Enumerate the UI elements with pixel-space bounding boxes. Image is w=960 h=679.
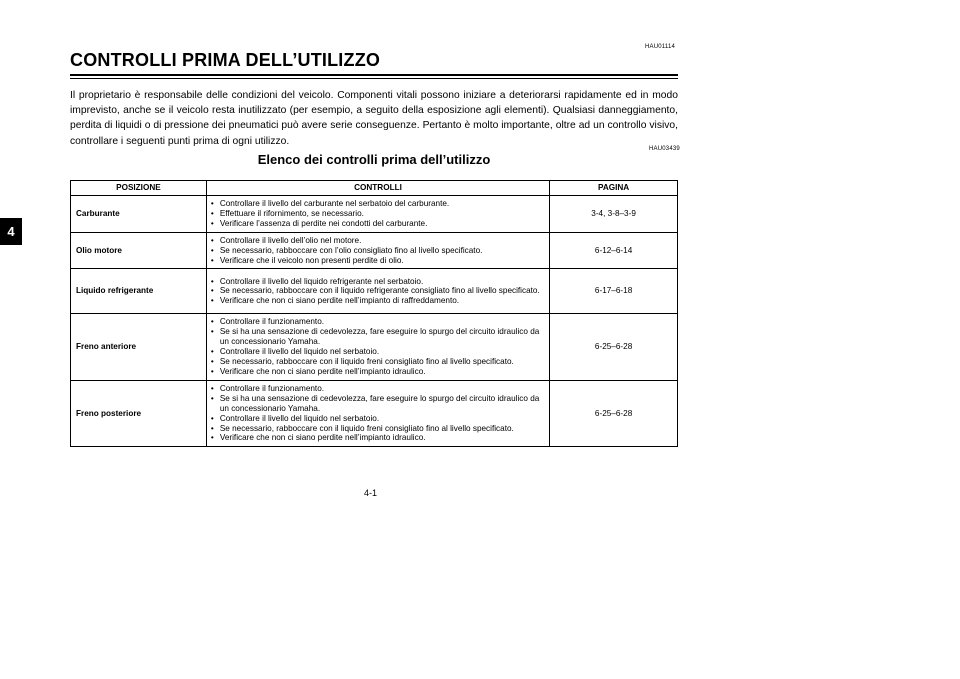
page-cell: 6-25–6-28 xyxy=(550,380,678,446)
table-header-row xyxy=(71,181,678,196)
chapter-tab: 4 xyxy=(0,218,22,245)
checks-cell xyxy=(206,232,549,269)
position-cell: Olio motore xyxy=(71,232,207,269)
header-position: POSIZIONE xyxy=(71,181,207,196)
table-section-code: HAU03439 xyxy=(649,146,680,152)
check-item: • Verificare l’assenza di perdite nei condotti del carburante. xyxy=(211,219,547,229)
checks-cell xyxy=(206,196,549,233)
table-title: Elenco dei controlli prima dell’utilizzo xyxy=(257,152,491,167)
checks-cell xyxy=(206,314,549,380)
page-cell: 6-12–6-14 xyxy=(550,232,678,269)
check-item: • Se necessario, rabboccare con il liquido freni consigliato fino al livello specificato. xyxy=(211,357,547,367)
check-item: • Verificare che non ci siano perdite nell’impianto di raffreddamento. xyxy=(211,296,547,306)
position-cell: Liquido refrigerante xyxy=(71,269,207,314)
check-item: • Effettuare il rifornimento, se necessario. xyxy=(211,209,547,219)
page-title: CONTROLLI PRIMA DELL’UTILIZZO xyxy=(70,50,381,70)
header-page: PAGINA xyxy=(550,181,678,196)
check-item: • Controllare il livello del liquido refrigerante nel serbatoio. xyxy=(211,277,547,287)
check-item: • Controllare il funzionamento. xyxy=(211,317,547,327)
position-cell: Carburante xyxy=(71,196,207,233)
checks-cell xyxy=(206,380,549,446)
check-item: • Se si ha una sensazione di cedevolezza, fare eseguire lo spurgo del circuito idraulico da un concessionario Yamaha. xyxy=(211,327,547,347)
check-item: • Verificare che non ci siano perdite nell’impianto idraulico. xyxy=(211,433,547,443)
title-rule-thin xyxy=(70,78,678,79)
checks-table xyxy=(70,180,678,447)
position-cell: Freno anteriore xyxy=(71,314,207,380)
page-number: 4-1 xyxy=(364,488,378,498)
check-item: • Se si ha una sensazione di cedevolezza, fare eseguire lo spurgo del circuito idraulico da un concessionario Yamaha. xyxy=(211,394,547,414)
table-row xyxy=(71,232,678,269)
table-row xyxy=(71,314,678,380)
check-item: • Se necessario, rabboccare con il liquido refrigerante consigliato fino al livello specificato. xyxy=(211,286,547,296)
check-item: • Controllare il livello del carburante nel serbatoio del carburante. xyxy=(211,199,547,209)
check-item: • Controllare il livello del liquido nel serbatoio. xyxy=(211,347,547,357)
intro-paragraph: Il proprietario è responsabile delle condizioni del veicolo. Componenti vitali possono iniziare a deteriorarsi rapidamente ed in modo imprevisto, anche se il veicolo resta inutilizzato (per esempio, a seguito della esposizione agli elementi). Qualsiasi danneggiamento, perdita di liquidi o di pressione dei pneumatici può avere serie conseguenze. Pertanto è molto importante, oltre ad un controllo visivo, controllare i seguenti punti prima di ogni utilizzo. xyxy=(70,90,678,147)
table-row xyxy=(71,380,678,446)
title-rule-thick xyxy=(70,74,678,76)
page-cell: 6-25–6-28 xyxy=(550,314,678,380)
checks-cell xyxy=(206,269,549,314)
page-cell: 3-4, 3-8–3-9 xyxy=(550,196,678,233)
section-code: HAU01114 xyxy=(645,44,676,50)
page-cell: 6-17–6-18 xyxy=(550,269,678,314)
header-checks: CONTROLLI xyxy=(206,181,549,196)
check-item: • Controllare il livello del liquido nel serbatoio. xyxy=(211,414,547,424)
check-item: • Se necessario, rabboccare con l’olio consigliato fino al livello specificato. xyxy=(211,246,547,256)
check-item: • Verificare che non ci siano perdite nell’impianto idraulico. xyxy=(211,367,547,377)
check-item: • Se necessario, rabboccare con il liquido freni consigliato fino al livello specificato. xyxy=(211,424,547,434)
check-item: • Controllare il funzionamento. xyxy=(211,384,547,394)
position-cell: Freno posteriore xyxy=(71,380,207,446)
check-item: • Controllare il livello dell’olio nel motore. xyxy=(211,236,547,246)
check-item: • Verificare che il veicolo non presenti perdite di olio. xyxy=(211,256,547,266)
table-row xyxy=(71,196,678,233)
table-row xyxy=(71,269,678,314)
